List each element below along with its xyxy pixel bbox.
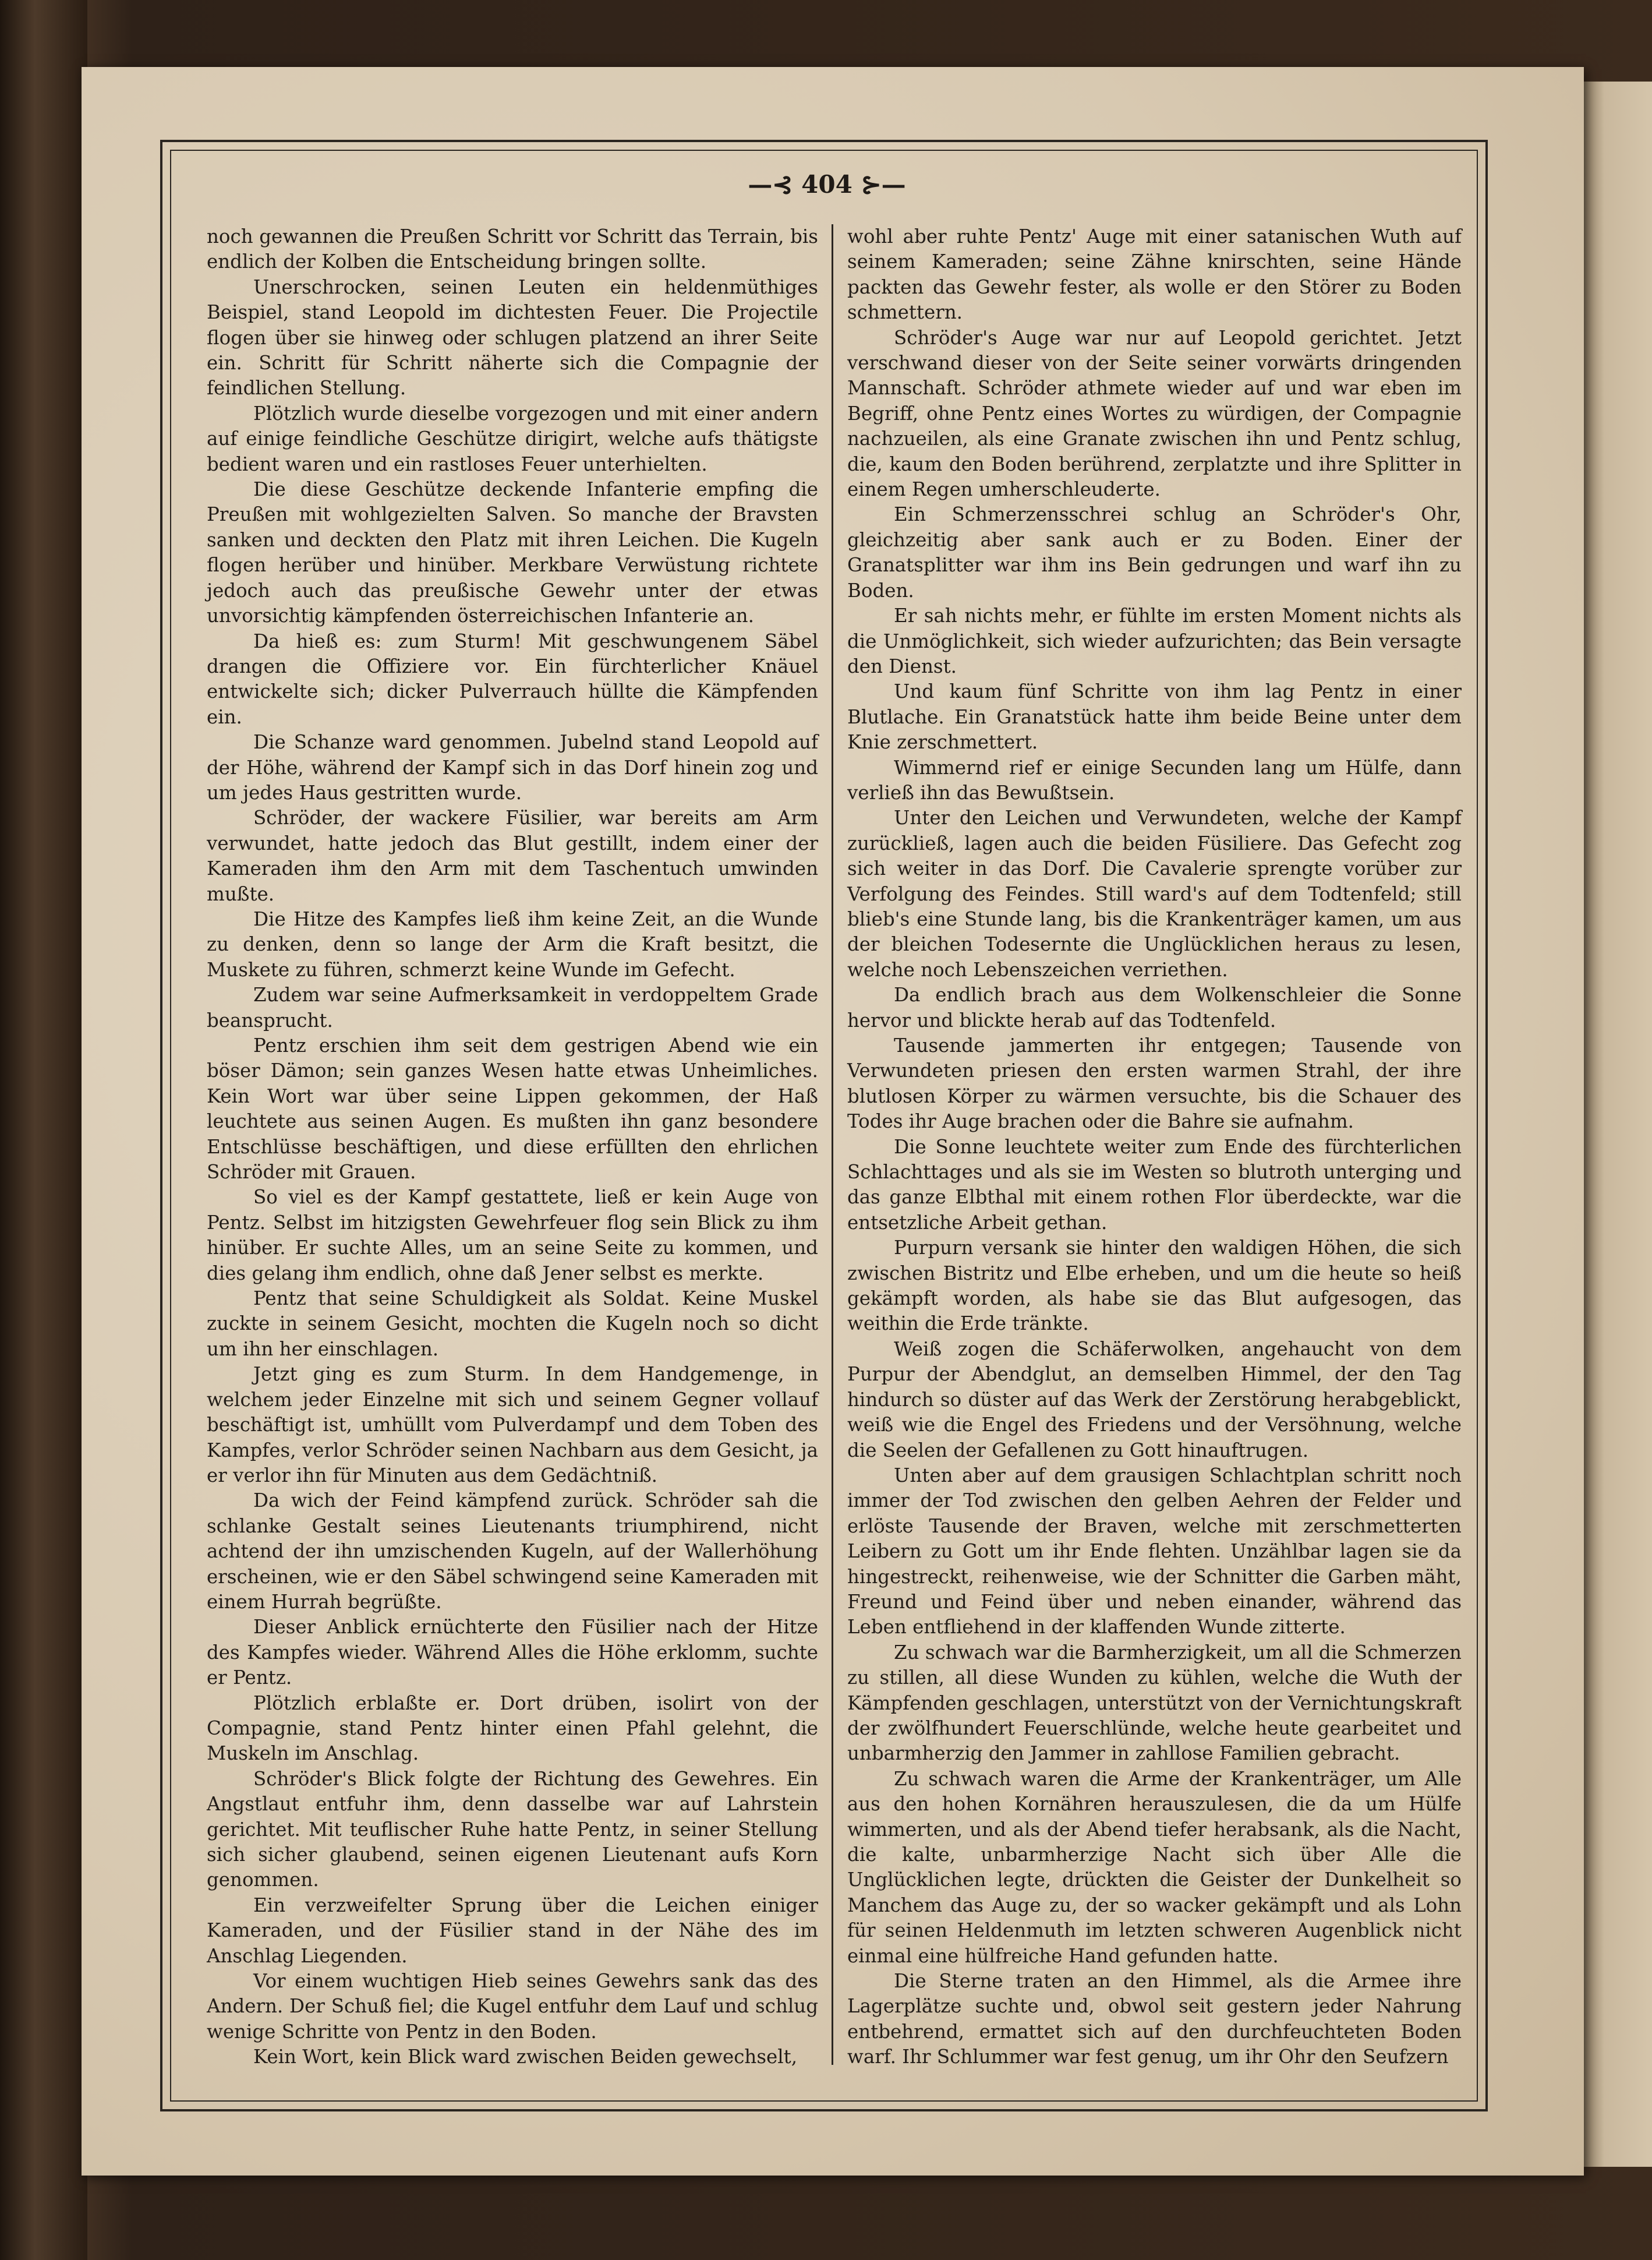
paragraph: Dieser Anblick ernüchterte den Füsilier nach der Hitze des Kampfes wieder. Während Alles die Höhe erklomm, suchte er Pentz. xyxy=(207,1616,818,1689)
paragraph: Ein Schmerzensschrei schlug an Schröder's Ohr, gleichzeitig aber sank auch er zu Boden. Einer der Granatsplitter war ihm ins Bein gedrungen und warf ihn zu Boden. xyxy=(847,503,1462,602)
paragraph: Zu schwach waren die Arme der Krankenträger, um Alle aus den hohen Kornähren herauszulesen, die da um Hülfe wimmerten, und als der Abend tiefer herabsank, als die Nacht, die kalte, unbarmherzige Nacht sich über Alle die Unglücklichen legte, drückten die Geister der Dunkelheit so Manchem das Auge zu, der so wacker gekämpft und als Lohn für seinen Heldenmuth im letzten schweren Augenblick nicht einmal eine hülfreiche Hand gefunden hatte. xyxy=(847,1767,1462,1967)
paragraph: noch gewannen die Preußen Schritt vor Schritt das Terrain, bis endlich der Kolben die Entscheidung bringen sollte. xyxy=(207,225,818,273)
paragraph: Die Schanze ward genommen. Jubelnd stand Leopold auf der Höhe, während der Kampf sich in das Dorf hinein zog und um jedes Haus gestritten wurde. xyxy=(207,731,818,804)
paragraph: Da hieß es: zum Sturm! Mit geschwungenem Säbel drangen die Offiziere vor. Ein fürchterlicher Knäuel entwickelte sich; dicker Pulverrauch hüllte die Kämpfenden ein. xyxy=(207,630,818,728)
text-column-left xyxy=(207,224,818,2088)
paragraph: Plötzlich erblaßte er. Dort drüben, isolirt von der Compagnie, stand Pentz hinter einen Pfahl gelehnt, die Muskeln im Anschlag. xyxy=(207,1692,818,1765)
paragraph: Unter den Leichen und Verwundeten, welche der Kampf zurückließ, lagen auch die beiden Füsiliere. Das Gefecht zog sich weiter in das Dorf. Die Cavalerie sprengte vorüber zur Verfolgung des Feindes. Still ward's auf dem Todtenfeld; still blieb's eine Stunde lang, bis die Krankenträger kamen, um aus der bleichen Todesernte die Unglücklichen heraus zu lesen, welche noch Lebenszeichen verriethen. xyxy=(847,807,1462,981)
paragraph: Zudem war seine Aufmerksamkeit in verdoppeltem Grade beansprucht. xyxy=(207,984,818,1032)
text-column-right xyxy=(847,224,1462,2088)
paragraph: Die Hitze des Kampfes ließ ihm keine Zeit, an die Wunde zu denken, denn so lange der Arm die Kraft besitzt, die Muskete zu führen, schmerzt keine Wunde im Gefecht. xyxy=(207,907,818,981)
paragraph: Schröder's Auge war nur auf Leopold gerichtet. Jetzt verschwand dieser von der Seite seiner vorwärts dringenden Mannschaft. Schröder athmete wieder auf und war eben im Begriff, ohne Pentz eines Wortes zu würdigen, der Compagnie nachzueilen, als eine Granate zwischen ihn und Pentz schlug, die, kaum den Boden berührend, zerplatzte und ihre Splitter in einem Regen umherschleuderte. xyxy=(847,326,1462,501)
paragraph: Da wich der Feind kämpfend zurück. Schröder sah die schlanke Gestalt seines Lieutenants triumphirend, nicht achtend der ihn umzischenden Kugeln, auf der Wallerhöhung erscheinen, wie er den Säbel schwingend seine Kameraden mit einem Hurrah begrüßte. xyxy=(207,1489,818,1613)
page-number: —⊰ 404 ⊱— xyxy=(748,170,906,199)
facing-page-edge xyxy=(1584,82,1652,2167)
paragraph: Weiß zogen die Schäferwolken, angehaucht von dem Purpur der Abendglut, an demselben Himmel, der den Tag hindurch so düster auf das Werk der Zerstörung herabgeblickt, weiß wie die Engel des Friedens und der Versöhnung, welche die Seelen der Gefallenen zu Gott hinauftrugen. xyxy=(847,1337,1462,1461)
paragraph: Unten aber auf dem grausigen Schlachtplan schritt noch immer der Tod zwischen den gelben Aehren der Felder und erlöste Tausende der Braven, welche mit zerschmetterten Leibern zu Gott um ihr Ende flehten. Unzählbar lagen sie da hingestreckt, reihenweise, wie der Schnitter die Garben mäht, Freund und Feind über und neben einander, während das Leben entfliehend in der klaffenden Wunde zitterte. xyxy=(847,1464,1462,1638)
paragraph: Pentz that seine Schuldigkeit als Soldat. Keine Muskel zuckte in seinem Gesicht, mochten die Kugeln noch so dicht um ihn her einschlagen. xyxy=(207,1287,818,1360)
paragraph: Die diese Geschütze deckende Infanterie empfing die Preußen mit wohlgezielten Salven. So manche der Bravsten sanken und deckten den Platz mit ihren Leichen. Die Kugeln flogen herüber und hinüber. Merkbare Verwüstung richtete jedoch auch das preußische Gewehr unter der etwas unvorsichtig kämpfenden österreichischen Infanterie an. xyxy=(207,478,818,627)
paragraph: Tausende jammerten ihr entgegen; Tausende von Verwundeten priesen den ersten warmen Strahl, der ihre blutlosen Körper zu wärmen versuchte, bis die Schauer des Todes ihr Auge brachen oder die Bahre sie aufnahm. xyxy=(847,1034,1462,1133)
paragraph: Vor einem wuchtigen Hieb seines Gewehrs sank das des Andern. Der Schuß fiel; die Kugel entfuhr dem Lauf und schlug wenige Schritte von Pentz in den Boden. xyxy=(207,1970,818,2043)
paragraph: Schröder's Blick folgte der Richtung des Gewehres. Ein Angstlaut entfuhr ihm, denn dasselbe war auf Lahrstein gerichtet. Mit teuflischer Ruhe hatte Pentz, in seiner Stellung sich sicher glaubend, seinen eigenen Lieutenant aufs Korn genommen. xyxy=(207,1767,818,1891)
paragraph: wohl aber ruhte Pentz' Auge mit einer satanischen Wuth auf seinem Kameraden; seine Zähne knirschten, seine Hände packten das Gewehr fester, als wolle er den Störer zu Boden schmettern. xyxy=(847,225,1462,324)
paragraph: Zu schwach war die Barmherzigkeit, um all die Schmerzen zu stillen, all diese Wunden zu kühlen, welche die Wuth der Kämpfenden geschlagen, unterstützt von der Vernichtungskraft der zwölfhundert Feuerschlünde, welche heute gearbeitet und unbarmherzig den Jammer in zahllose Familien gebracht. xyxy=(847,1641,1462,1765)
column-divider xyxy=(832,224,833,2065)
paragraph: Pentz erschien ihm seit dem gestrigen Abend wie ein böser Dämon; sein ganzes Wesen hatte etwas Unheimliches. Kein Wort war über seine Lippen gekommen, der Haß leuchtete aus seinen Augen. Es mußten ihn ganz besondere Entschlüsse beschäftigen, und diese erfüllten den ehrlichen Schröder mit Grauen. xyxy=(207,1034,818,1184)
paragraph: Wimmernd rief er einige Secunden lang um Hülfe, dann verließ ihn das Bewußtsein. xyxy=(847,756,1462,804)
paragraph: Die Sonne leuchtete weiter zum Ende des fürchterlichen Schlachttages und als sie im Westen so blutroth unterging und das ganze Elbthal mit einem rothen Flor überdeckte, war die entsetzliche Arbeit gethan. xyxy=(847,1135,1462,1234)
book-spine xyxy=(0,0,87,2260)
paragraph: Schröder, der wackere Füsilier, war bereits am Arm verwundet, hatte jedoch das Blut gestillt, indem einer der Kameraden ihm den Arm mit dem Taschentuch umwinden mußte. xyxy=(207,807,818,905)
paragraph: Und kaum fünf Schritte von ihm lag Pentz in einer Blutlache. Ein Granatstück hatte ihm beide Beine unter dem Knie zerschmettert. xyxy=(847,680,1462,754)
paragraph: Er sah nichts mehr, er fühlte im ersten Moment nichts als die Unmöglichkeit, sich wieder aufzurichten; das Bein versagte den Dienst. xyxy=(847,605,1462,677)
paragraph: Purpurn versank sie hinter den waldigen Höhen, die sich zwischen Bistritz und Elbe erheben, und um die heute so heiß gekämpft worden, als habe sie das Blut aufgesogen, das weithin die Erde tränkte. xyxy=(847,1237,1462,1335)
paragraph: Jetzt ging es zum Sturm. In dem Handgemenge, in welchem jeder Einzelne mit sich und seinem Gegner vollauf beschäftigt ist, umhüllt vom Pulverdampf und dem Toben des Kampfes, verlor Schröder seinen Nachbarn aus dem Gesicht, ja er verlor ihn für Minuten aus dem Gedächtniß. xyxy=(207,1363,818,1486)
paragraph: Plötzlich wurde dieselbe vorgezogen und mit einer andern auf einige feindliche Geschütze dirigirt, welche aufs thätigste bedient waren und ein rastloses Feuer unterhielten. xyxy=(207,402,818,475)
paragraph: Ein verzweifelter Sprung über die Leichen einiger Kameraden, und der Füsilier stand in der Nähe des im Anschlag Liegenden. xyxy=(207,1894,818,1967)
paragraph: So viel es der Kampf gestattete, ließ er kein Auge von Pentz. Selbst im hitzigsten Gewehrfeuer flog sein Blick zu ihm hinüber. Er suchte Alles, um an seine Seite zu kommen, und dies gelang ihm endlich, ohne daß Jener selbst es merkte. xyxy=(207,1186,818,1284)
paragraph: Die Sterne traten an den Himmel, als die Armee ihre Lagerplätze suchte und, obwol seit gestern jeder Nahrung entbehrend, ermattet sich auf den durchfeuchteten Boden warf. Ihr Schlummer war fest genug, um ihr Ohr den Seufzern xyxy=(847,1970,1462,2068)
paragraph: Da endlich brach aus dem Wolkenschleier die Sonne hervor und blickte herab auf das Todtenfeld. xyxy=(847,984,1462,1032)
paragraph: Unerschrocken, seinen Leuten ein heldenmüthiges Beispiel, stand Leopold im dichtesten Feuer. Die Projectile flogen über sie hinweg oder schlugen platzend an ihrer Seite ein. Schritt für Schritt näherte sich die Compagnie der feindlichen Stellung. xyxy=(207,276,818,400)
paragraph: Kein Wort, kein Blick ward zwischen Beiden gewechselt, xyxy=(253,2046,798,2068)
